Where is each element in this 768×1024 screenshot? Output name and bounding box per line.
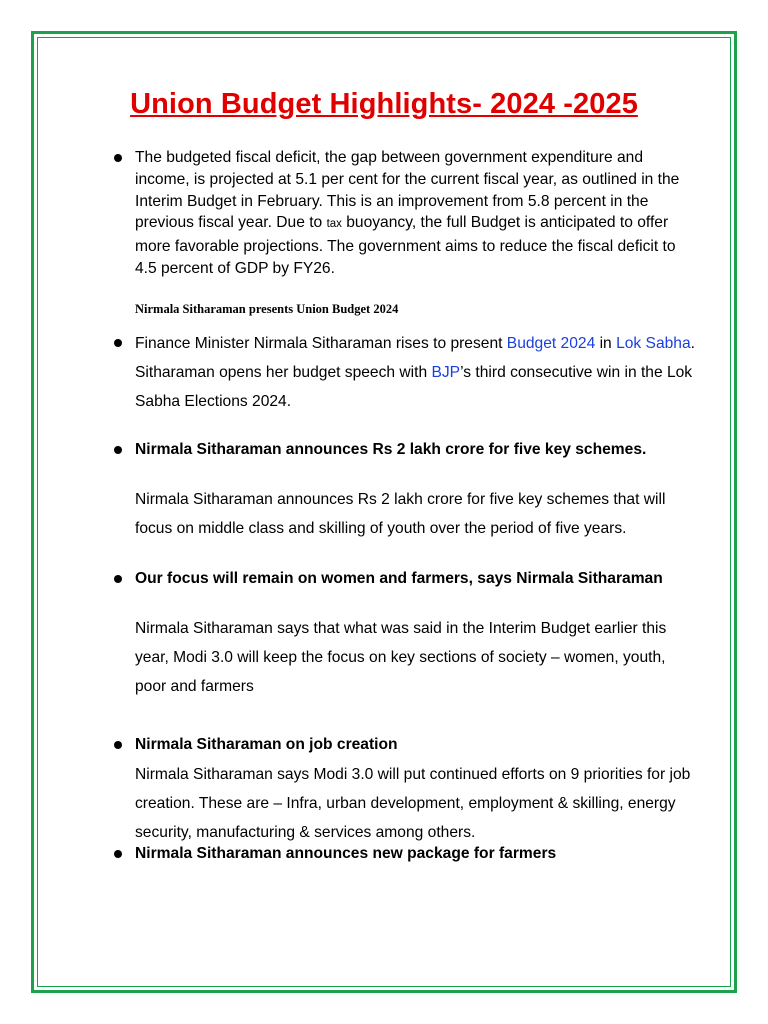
bullet-icon — [114, 154, 122, 162]
budget-2024-link[interactable]: Budget 2024 — [506, 335, 596, 352]
section-caption: Nirmala Sitharaman presents Union Budget 2024 — [135, 302, 399, 316]
paragraph-text: Finance Minister Nirmala Sitharaman rises to present — [135, 335, 507, 352]
paragraph-text: buoyancy, the full Budget is anticipated to offer more favorable projections. The government aims to reduce the fiscal deficit to 4.5 percent of GDP by FY26. — [135, 214, 676, 277]
tax-word: tax — [326, 218, 342, 231]
section-heading: Nirmala Sitharaman on job creation — [135, 736, 398, 753]
section-body: Nirmala Sitharaman says Modi 3.0 will put continued efforts on 9 priorities for job creation. These are – Infra, urban development, employment & skilling, energy security, manufacturing & services among others. — [135, 766, 691, 841]
bullet-icon — [114, 850, 122, 858]
section-body: Nirmala Sitharaman says that what was said in the Interim Budget earlier this year, Modi 3.0 will keep the focus on key sections of society – women, youth, poor and farmers — [135, 620, 667, 695]
section-body: Nirmala Sitharaman announces Rs 2 lakh crore for five key schemes that will focus on middle class and skilling of youth over the period of five years. — [135, 491, 666, 537]
section-heading: Our focus will remain on women and farmers, says Nirmala Sitharaman — [135, 570, 663, 587]
fiscal-deficit-paragraph — [135, 147, 695, 280]
bullet-icon — [114, 446, 122, 454]
paragraph-text: . Sitharaman opens her budget speech with — [135, 335, 695, 381]
section-heading: Nirmala Sitharaman announces new package for farmers — [135, 845, 557, 862]
paragraph-text: in — [595, 335, 617, 352]
bullet-icon — [114, 339, 122, 347]
budget-presentation-paragraph — [135, 329, 695, 416]
section-heading: Nirmala Sitharaman announces Rs 2 lakh crore for five key schemes. — [135, 441, 647, 458]
bullet-icon — [114, 741, 122, 749]
paragraph-text: The budgeted fiscal deficit, the gap between government expenditure and income, is projected at 5.1 per cent for the current fiscal year, as outlined in the Interim Budget in February. This is an improvement from 5.8 percent in the previous fiscal year. Due to — [135, 149, 680, 232]
lok-sabha-link[interactable]: Lok Sabha — [616, 335, 691, 352]
document-title: Union Budget Highlights- 2024 -2025 — [130, 88, 638, 120]
bullet-icon — [114, 575, 122, 583]
bjp-link[interactable]: BJP — [431, 364, 461, 381]
paragraph-text: ’s third consecutive win in the Lok Sabha Elections 2024. — [135, 364, 693, 410]
